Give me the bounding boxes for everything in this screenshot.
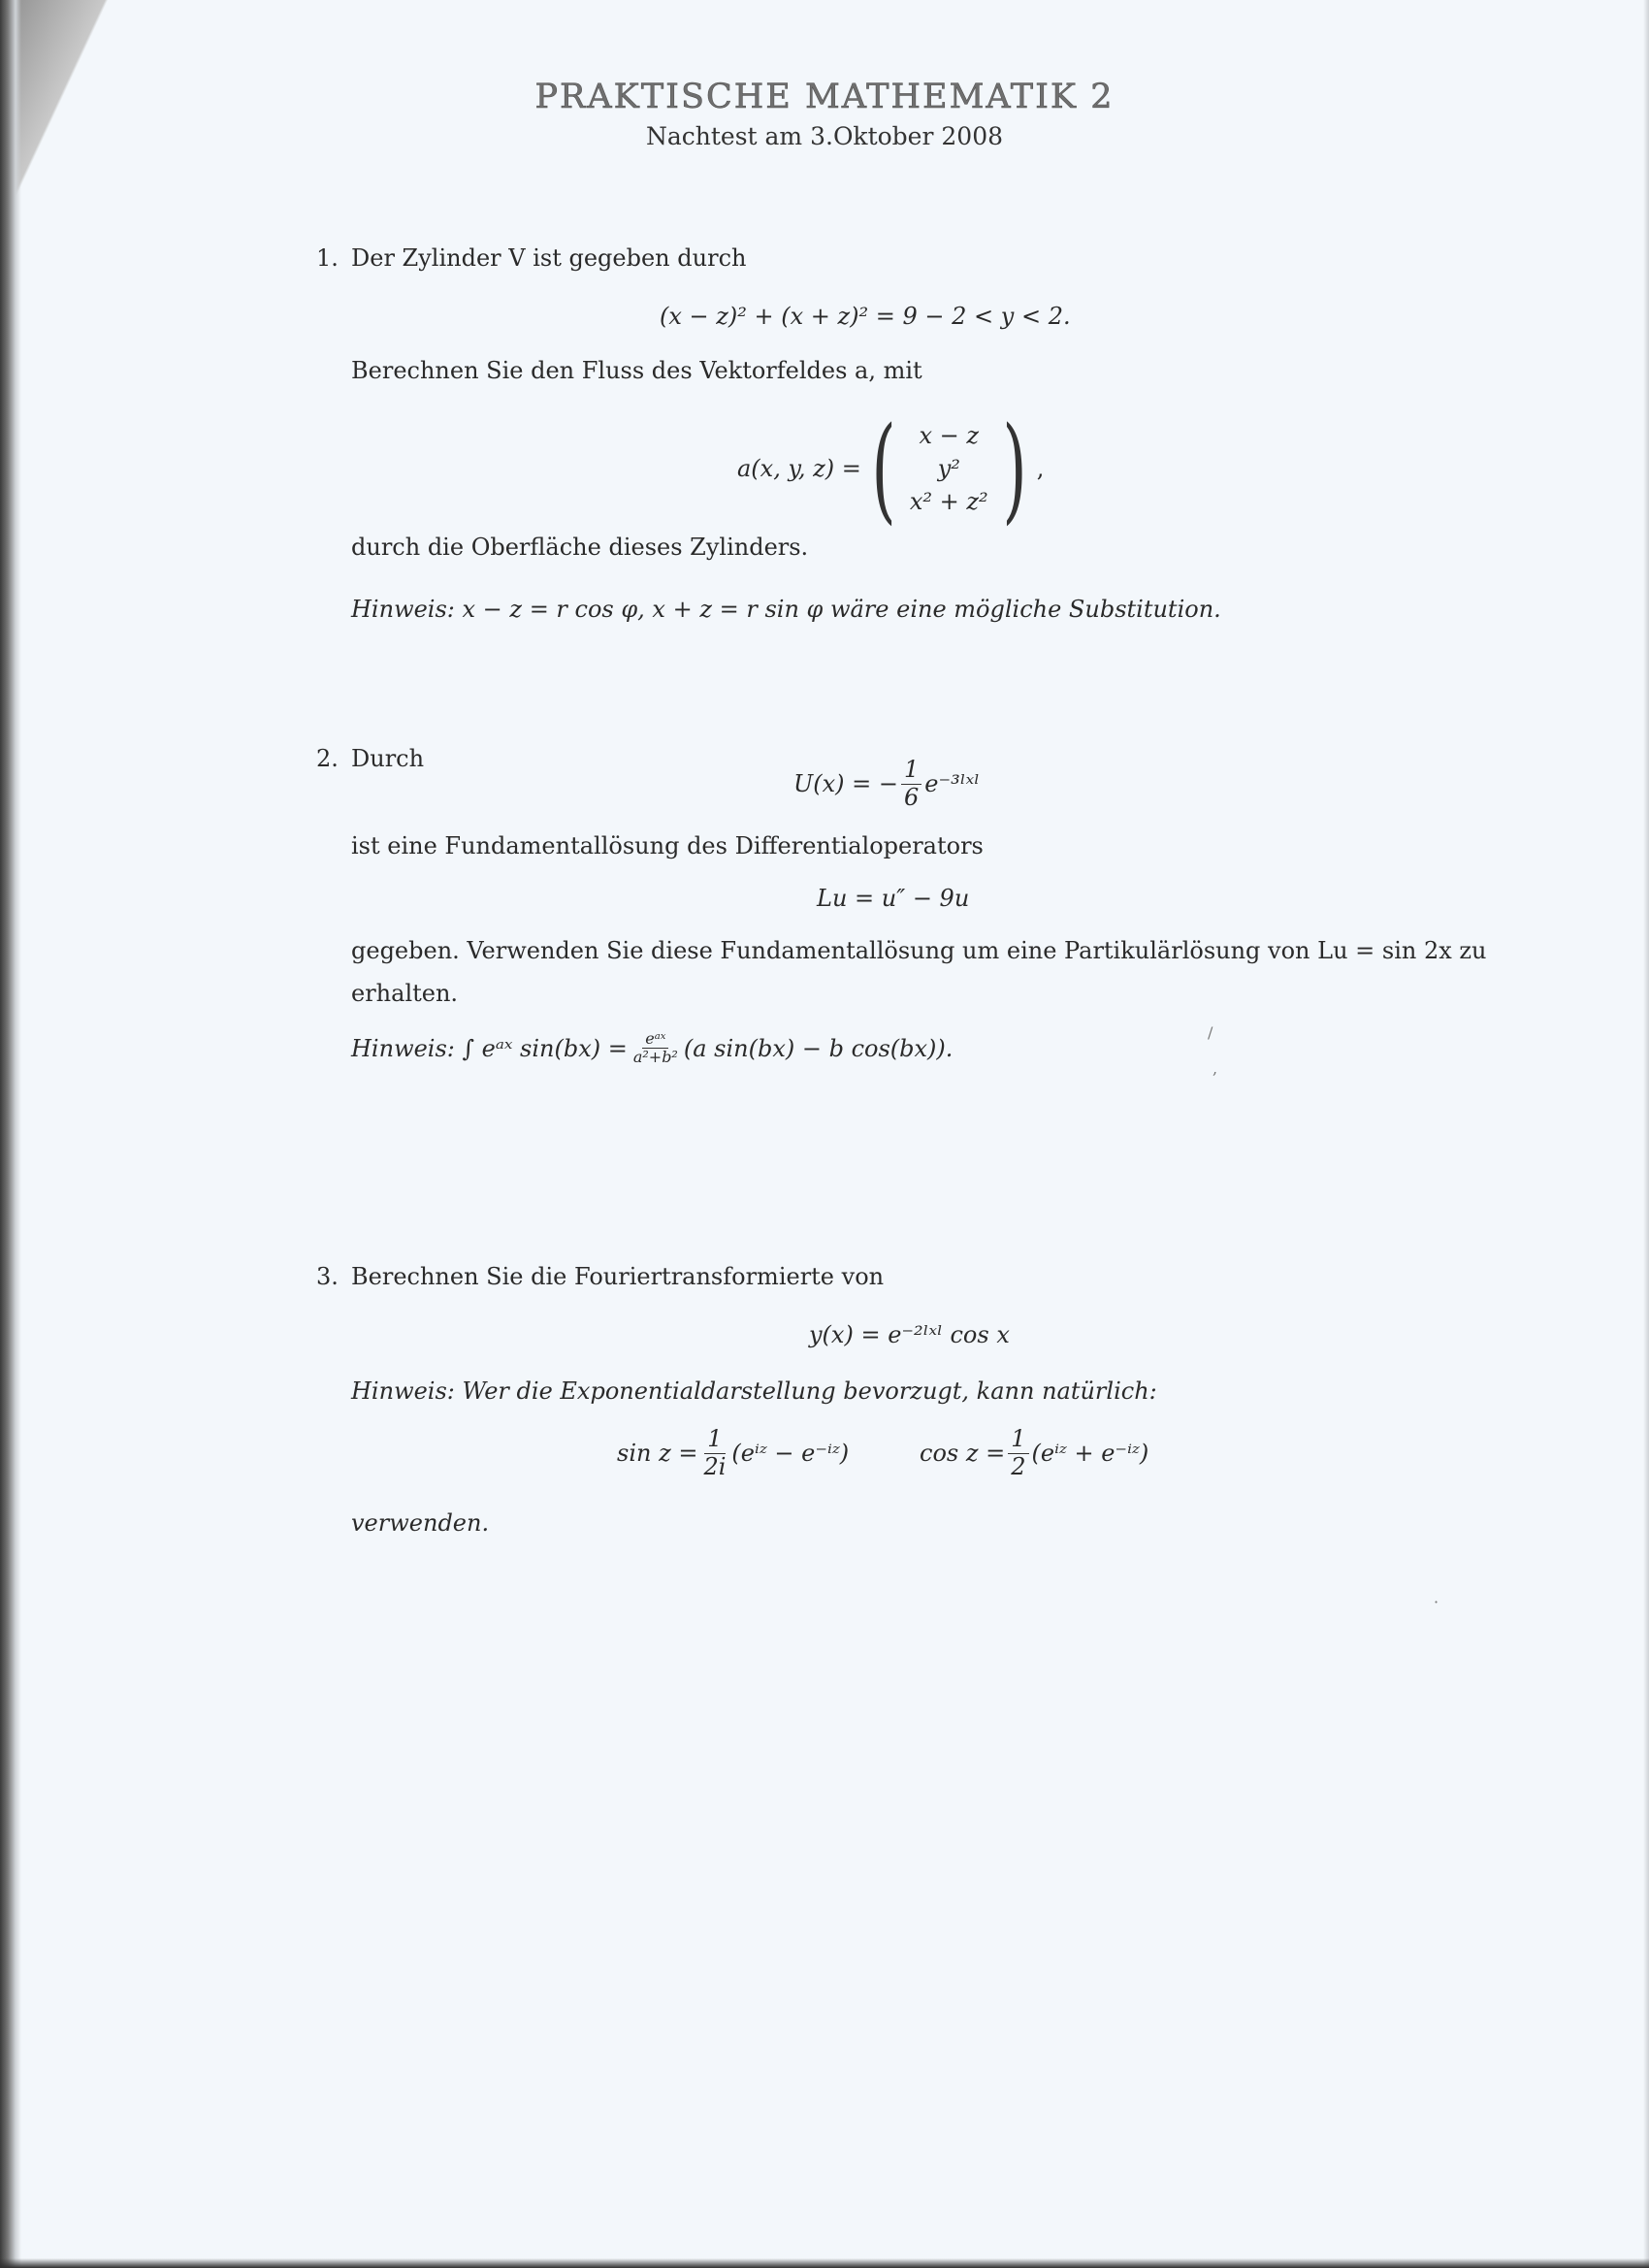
operator-equation: Lu = u″ − 9u [817, 885, 970, 912]
scan-right-edge [1643, 0, 1649, 2268]
problem-text: Berechnen Sie den Fluss des Vektorfeldes a, mit [351, 357, 922, 384]
equation-lhs: cos z = [920, 1440, 1006, 1468]
problem-text: ist eine Fundamentallösung des Differentialoperators [351, 832, 984, 859]
function-equation: y(x) = e⁻²ˡˣˡ cos x [809, 1321, 1010, 1348]
fraction [630, 1030, 681, 1067]
sine-formula [617, 1426, 849, 1480]
scan-speck: · [1434, 1593, 1439, 1611]
problem-number: 3. [316, 1263, 339, 1290]
cosine-formula [920, 1426, 1148, 1480]
numerator: 1 [1008, 1426, 1028, 1454]
fraction [901, 757, 922, 811]
hint-prefix: Hinweis: ∫ eᵃˣ sin(bx) = [351, 1034, 628, 1062]
scan-bottom-edge [0, 2258, 1649, 2268]
denominator: 2 [1011, 1452, 1026, 1480]
scan-fold-artifact [0, 0, 155, 310]
vector-component: y² [937, 455, 960, 482]
hint-text: Hinweis: Wer die Exponentialdarstellung bevorzugt, kann natürlich: [351, 1377, 1157, 1405]
hint-text [351, 1030, 953, 1067]
fundamental-solution [793, 757, 980, 811]
closing-text: verwenden. [351, 1509, 490, 1537]
fraction [1008, 1426, 1028, 1480]
hint-suffix: (a sin(bx) − b cos(bx)). [683, 1034, 954, 1062]
page-subtitle: Nachtest am 3.Oktober 2008 [645, 122, 1004, 150]
vector-field-equation [737, 402, 1045, 535]
denominator: 2i [703, 1452, 727, 1480]
problem-text: durch die Oberfläche dieses Zylinders. [351, 534, 809, 561]
problem-text: Durch [351, 745, 425, 772]
scan-speck: / [1208, 1023, 1213, 1042]
equation-rhs: e⁻³ˡˣˡ [924, 770, 980, 798]
equation: (x − z)² + (x + z)² = 9 − 2 < y < 2. [660, 303, 1071, 330]
vector-trailing: , [1036, 455, 1045, 482]
numerator: eᵃˣ [642, 1030, 668, 1049]
vector-components [906, 422, 992, 515]
numerator: 1 [704, 1426, 725, 1454]
denominator: 6 [903, 783, 920, 811]
left-parenthesis: ( [871, 402, 896, 535]
problem-number: 2. [316, 745, 339, 772]
problem-text: Der Zylinder V ist gegeben durch [351, 244, 747, 272]
scan-speck: , [1212, 1059, 1218, 1078]
equation-rhs: (eⁱᶻ + e⁻ⁱᶻ) [1031, 1440, 1149, 1468]
right-parenthesis: ) [1002, 402, 1027, 535]
equation-rhs: (eⁱᶻ − e⁻ⁱᶻ) [731, 1440, 850, 1468]
page-title: PRAKTISCHE MATHEMATIK 2 [534, 78, 1115, 116]
scan-left-edge [0, 0, 21, 2268]
numerator: 1 [901, 757, 922, 785]
fraction [700, 1426, 728, 1480]
vector-component: x² + z² [909, 488, 988, 515]
problem-text: Berechnen Sie die Fouriertransformierte von [351, 1263, 885, 1290]
problem-text: erhalten. [351, 980, 459, 1007]
vector-component: x − z [919, 422, 980, 449]
problem-text: gegeben. Verwenden Sie diese Fundamentallösung um eine Partikulärlösung von Lu = sin 2x zu [351, 937, 1487, 964]
equation-lhs: sin z = [617, 1440, 698, 1468]
problem-number: 1. [316, 244, 339, 272]
equation-lhs: U(x) = − [793, 770, 898, 798]
vector-lhs: a(x, y, z) = [737, 455, 861, 482]
denominator: a²+b² [632, 1048, 678, 1067]
hint-text: Hinweis: x − z = r cos φ, x + z = r sin φ wäre eine mögliche Substitution. [351, 596, 1221, 623]
